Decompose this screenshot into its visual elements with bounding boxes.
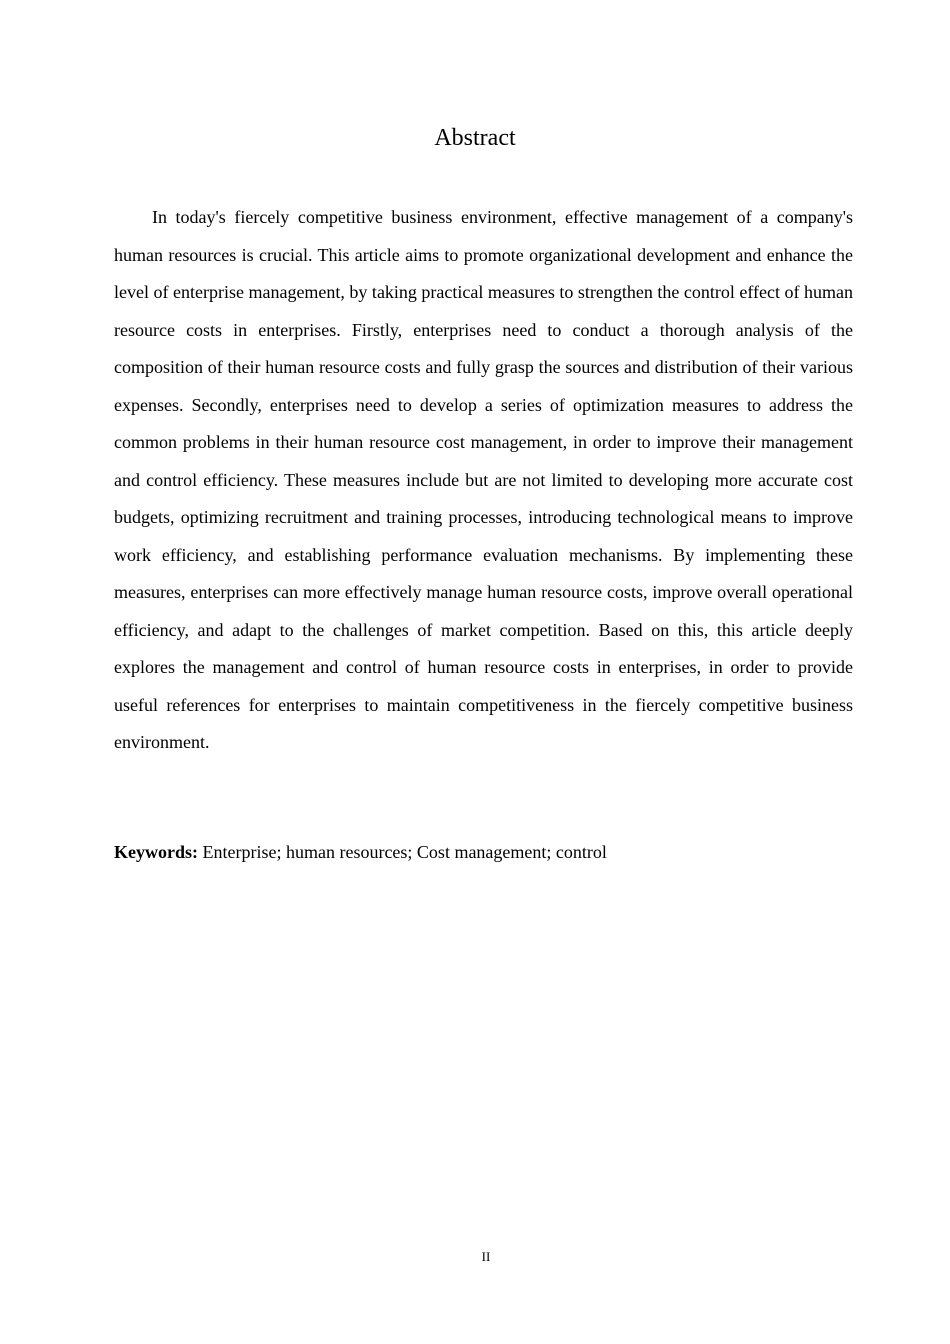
keywords-label: Keywords: — [114, 842, 198, 862]
keywords-text: Enterprise; human resources; Cost management; control — [198, 842, 607, 862]
abstract-paragraph: In today's fiercely competitive business environment, effective management of a company's human resources is crucial. This article aims to promote organizational development and enhance the level of enterprise management, by taking practical measures to strengthen the control effect of human resource costs in enterprises. Firstly, enterprises need to conduct a thorough analysis of the composition of their human resource costs and fully grasp the sources and distribution of their various expenses. Secondly, enterprises need to develop a series of optimization measures to address the common problems in their human resource cost management, in order to improve their management and control efficiency. These measures include but are not limited to developing more accurate cost budgets, optimizing recruitment and training processes, introducing technological means to improve work efficiency, and establishing performance evaluation mechanisms. By implementing these measures, enterprises can more effectively manage human resource costs, improve overall operational efficiency, and adapt to the challenges of market competition. Based on this, this article deeply explores the management and control of human resource costs in enterprises, in order to provide useful references for enterprises to maintain competitiveness in the fiercely competitive business environment. — [114, 207, 853, 752]
page-number: II — [481, 1249, 491, 1264]
page-title: Abstract — [434, 125, 516, 151]
keywords-line — [114, 836, 853, 868]
